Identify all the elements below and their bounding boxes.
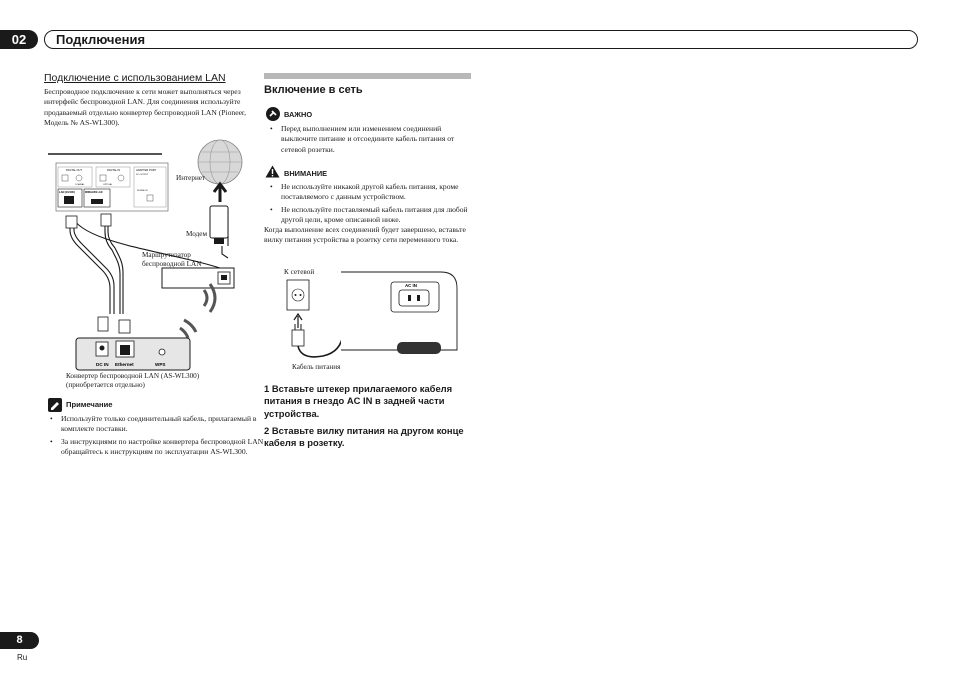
router-label-line2: беспроводной LAN xyxy=(142,259,202,268)
internet-label: Интернет xyxy=(176,174,206,182)
important-title: ВАЖНО xyxy=(284,110,313,119)
panel-digital-in-label: DIGITAL IN xyxy=(107,169,121,172)
port-dc-in-label: DC IN xyxy=(96,362,109,367)
page-number: 8 xyxy=(0,632,39,649)
panel-lan-label: LAN (10/100) xyxy=(59,191,75,194)
warning-icon xyxy=(265,165,280,178)
router-label-line1: Маршрутизатор xyxy=(142,251,191,259)
wireless-lan-converter xyxy=(76,338,190,370)
wall-outlet xyxy=(287,280,309,310)
panel-optical-label: OPTICAL xyxy=(103,184,113,186)
port-ethernet-label: Ethernet xyxy=(115,362,134,367)
power-section-heading: Включение в сеть xyxy=(264,84,363,96)
port-wps-label: WPS xyxy=(155,362,166,367)
important-list xyxy=(268,124,476,157)
arrow-up-icon xyxy=(214,184,226,202)
section-rule xyxy=(264,73,471,79)
step-1: 1 Вставьте штекер прилагаемого кабеля питания в гнездо AC IN в задней части устройства. xyxy=(264,383,453,419)
important-item: • Перед выполнением или изменением соединений выключите питание и отсоедините кабель питания от сетевой розетки. xyxy=(268,124,476,155)
step-2: 2 Вставьте вилку питания на другом конце кабеля в розетку. xyxy=(264,425,464,449)
note-icon xyxy=(48,398,62,412)
note-item: • Используйте только соединительный кабель, прилагаемый в комплекте поставки. xyxy=(48,414,280,435)
modem-label: Модем xyxy=(186,230,207,238)
converter-label-line2: (приобретается отдельно) xyxy=(66,380,145,389)
wireless-router xyxy=(162,268,234,288)
chapter-title: Подключения xyxy=(56,32,146,47)
caution-list xyxy=(268,182,476,227)
modem xyxy=(210,206,228,244)
outlet-label: К сетевой xyxy=(284,268,315,276)
panel-wireless-label: WIRELESS LAN xyxy=(85,192,103,194)
important-icon xyxy=(266,107,280,121)
wireless-waves-icon xyxy=(180,284,215,338)
player-unit xyxy=(341,272,457,354)
lan-intro-text: Беспроводное подключение к сети может выполняться через интерфейс беспроводной LAN. Для соединения используйте продаваемый отдельно конвертер беспроводной LAN (Pioneer, Модель № AS-WL300). xyxy=(44,87,247,127)
power-connection-diagram xyxy=(281,264,461,374)
converter-label-line1: Конвертер беспроводной LAN (AS-WL300) xyxy=(66,372,200,380)
player-rear-panel xyxy=(48,154,168,211)
chapter-number: 02 xyxy=(0,30,38,49)
panel-dc-output-label: DC OUTPUT xyxy=(136,174,149,176)
panel-adapter-port-label: ADAPTER PORT xyxy=(136,169,157,172)
chapter-bar xyxy=(44,30,918,49)
ethernet-plug xyxy=(119,320,130,333)
caution-item: • Не используйте поставляемый кабель питания для любой другой цели, кроме описанной ниже. xyxy=(268,205,476,226)
panel-digital-out-label: DIGITAL OUT xyxy=(66,169,82,172)
caution-item: • Не используйте никакой другой кабель питания, кроме поставляемого с данным устройством. xyxy=(268,182,476,203)
ac-in-label: AC IN xyxy=(405,283,417,288)
caution-title: ВНИМАНИЕ xyxy=(284,169,328,178)
panel-coaxial-label: COAXIAL xyxy=(75,184,85,186)
note-title: Примечание xyxy=(66,400,113,409)
dc-plug xyxy=(98,317,108,331)
panel-digital-in-2-label: DIGITAL IN xyxy=(137,190,148,192)
converter-label xyxy=(66,372,199,390)
power-instruction-text: Когда выполнение всех соединений будет завершено, вставьте вилку питания устройства в розетку сети переменного тока. xyxy=(264,225,466,245)
lan-section-heading: Подключение с использованием LAN xyxy=(44,72,226,84)
note-list xyxy=(48,414,280,459)
power-cable-label: Кабель питания xyxy=(292,363,341,371)
router-label xyxy=(142,251,201,269)
language-code: Ru xyxy=(17,653,28,662)
note-item: • За инструкциями по настройке конвертера беспроводной LAN обращайтесь к инструкциям по эксплуатации AS-WL300. xyxy=(48,437,280,458)
